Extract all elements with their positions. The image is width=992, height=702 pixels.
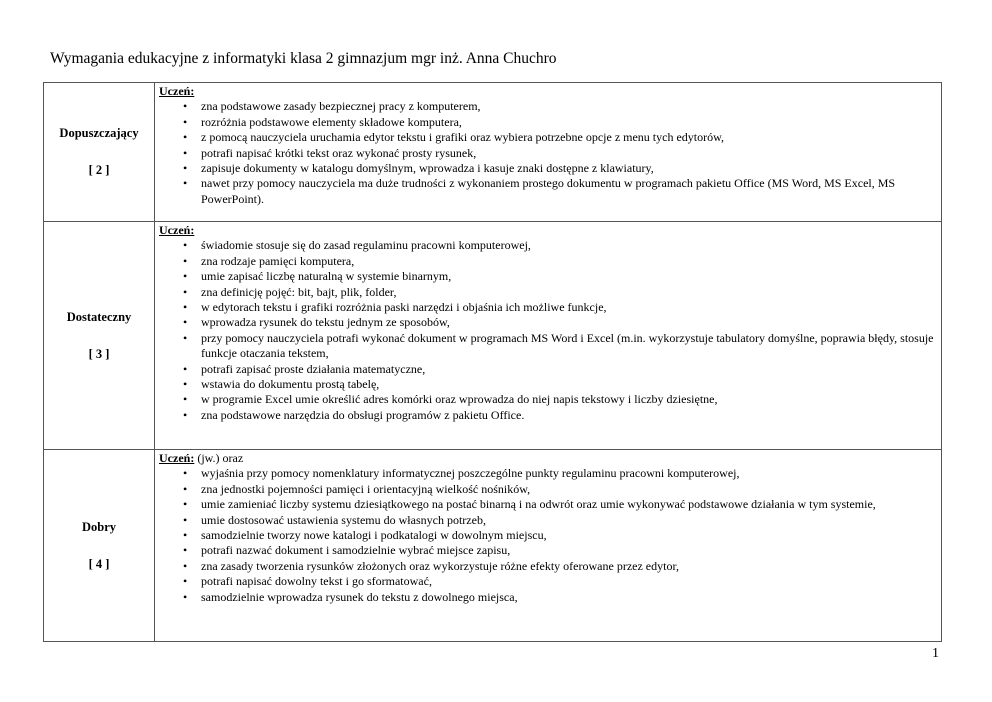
intro-label: Uczeń:: [159, 84, 195, 98]
page-number: 1: [932, 646, 939, 661]
grade-name: Dostateczny: [66, 309, 132, 324]
list-item: • potrafi napisać krótki tekst oraz wykonać prosty rysunek,: [159, 146, 935, 161]
grade-cell: [44, 450, 155, 642]
intro-suffix: (jw.) oraz: [194, 451, 244, 465]
list-item: • świadomie stosuje się do zasad regulaminu pracowni komputerowej,: [159, 238, 935, 253]
intro-label: Uczeń:: [159, 451, 195, 465]
requirements-list: [159, 466, 935, 605]
grades-table: [43, 82, 942, 642]
table-row: [44, 450, 942, 642]
document-title: Wymagania edukacyjne z informatyki klasa 2 gimnazjum mgr inż. Anna Chuchro: [50, 50, 557, 67]
intro-line: [159, 223, 935, 238]
requirements-cell: [155, 222, 942, 450]
list-item: • umie zamieniać liczby systemu dziesiątkowego na postać binarną i na odwrót oraz umie wykonywać podstawowe działania w tym systemie,: [159, 497, 935, 512]
list-item: • rozróżnia podstawowe elementy składowe komputera,: [159, 115, 935, 130]
grade-name: Dobry: [81, 519, 117, 534]
requirements-cell: [155, 83, 942, 222]
requirements-list: [159, 238, 935, 423]
list-item: • wyjaśnia przy pomocy nomenklatury informatycznej poszczególne punkty regulaminu pracowni komputerowej,: [159, 466, 935, 481]
grade-cell: [44, 222, 155, 450]
grade-name: Dopuszczający: [59, 126, 139, 140]
list-item: • potrafi napisać dowolny tekst i go sformatować,: [159, 574, 935, 589]
list-item: • zapisuje dokumenty w katalogu domyślnym, wprowadza i kasuje znaki dostępne z klawiatury,: [159, 161, 935, 176]
list-item: • nawet przy pomocy nauczyciela ma duże trudności z wykonaniem prostego dokumentu w programach pakietu Office (MS Word, MS Excel, MS PowerPoint).: [159, 176, 935, 207]
grade-number: [ 4 ]: [88, 556, 110, 571]
grade-number: [ 2 ]: [88, 163, 110, 177]
list-item: • potrafi nazwać dokument i samodzielnie wybrać miejsce zapisu,: [159, 543, 935, 558]
list-item: • zna zasady tworzenia rysunków złożonych oraz wykorzystuje różne efekty oferowane przez edytor,: [159, 559, 935, 574]
table-row: [44, 83, 942, 222]
list-item: • umie dostosować ustawienia systemu do własnych potrzeb,: [159, 513, 935, 528]
requirements-list: [159, 99, 935, 207]
intro-line: [159, 451, 935, 466]
intro-label: Uczeń:: [159, 223, 195, 237]
list-item: • wstawia do dokumentu prostą tabelę,: [159, 377, 935, 392]
grade-cell: [44, 83, 155, 222]
list-item: • przy pomocy nauczyciela potrafi wykonać dokument w programach MS Word i Excel (m.in. wykorzystuje tabulatory domyślne, poprawia błędy, stosuje funkcje otaczania tekstem,: [159, 331, 935, 362]
list-item: • zna rodzaje pamięci komputera,: [159, 254, 935, 269]
list-item: • umie zapisać liczbę naturalną w systemie binarnym,: [159, 269, 935, 284]
table-row: [44, 222, 942, 450]
list-item: • samodzielnie tworzy nowe katalogi i podkatalogi w dowolnym miejscu,: [159, 528, 935, 543]
list-item: • w programie Excel umie określić adres komórki oraz wprowadza do niej napis tekstowy i liczby dziesiętne,: [159, 392, 935, 407]
requirements-cell: [155, 450, 942, 642]
list-item: • zna podstawowe narzędzia do obsługi programów z pakietu Office.: [159, 408, 935, 423]
intro-line: [159, 84, 935, 99]
grade-number: [ 3 ]: [88, 346, 110, 361]
list-item: • samodzielnie wprowadza rysunek do tekstu z dowolnego miejsca,: [159, 590, 935, 605]
list-item: • zna definicję pojęć: bit, bajt, plik, folder,: [159, 285, 935, 300]
list-item: • wprowadza rysunek do tekstu jednym ze sposobów,: [159, 315, 935, 330]
list-item: • potrafi zapisać proste działania matematyczne,: [159, 362, 935, 377]
list-item: • z pomocą nauczyciela uruchamia edytor tekstu i grafiki oraz wybiera potrzebne opcje z menu tych edytorów,: [159, 130, 935, 145]
list-item: • zna podstawowe zasady bezpiecznej pracy z komputerem,: [159, 99, 935, 114]
list-item: • zna jednostki pojemności pamięci i orientacyjną wielkość nośników,: [159, 482, 935, 497]
list-item: • w edytorach tekstu i grafiki rozróżnia paski narzędzi i objaśnia ich możliwe funkcje,: [159, 300, 935, 315]
